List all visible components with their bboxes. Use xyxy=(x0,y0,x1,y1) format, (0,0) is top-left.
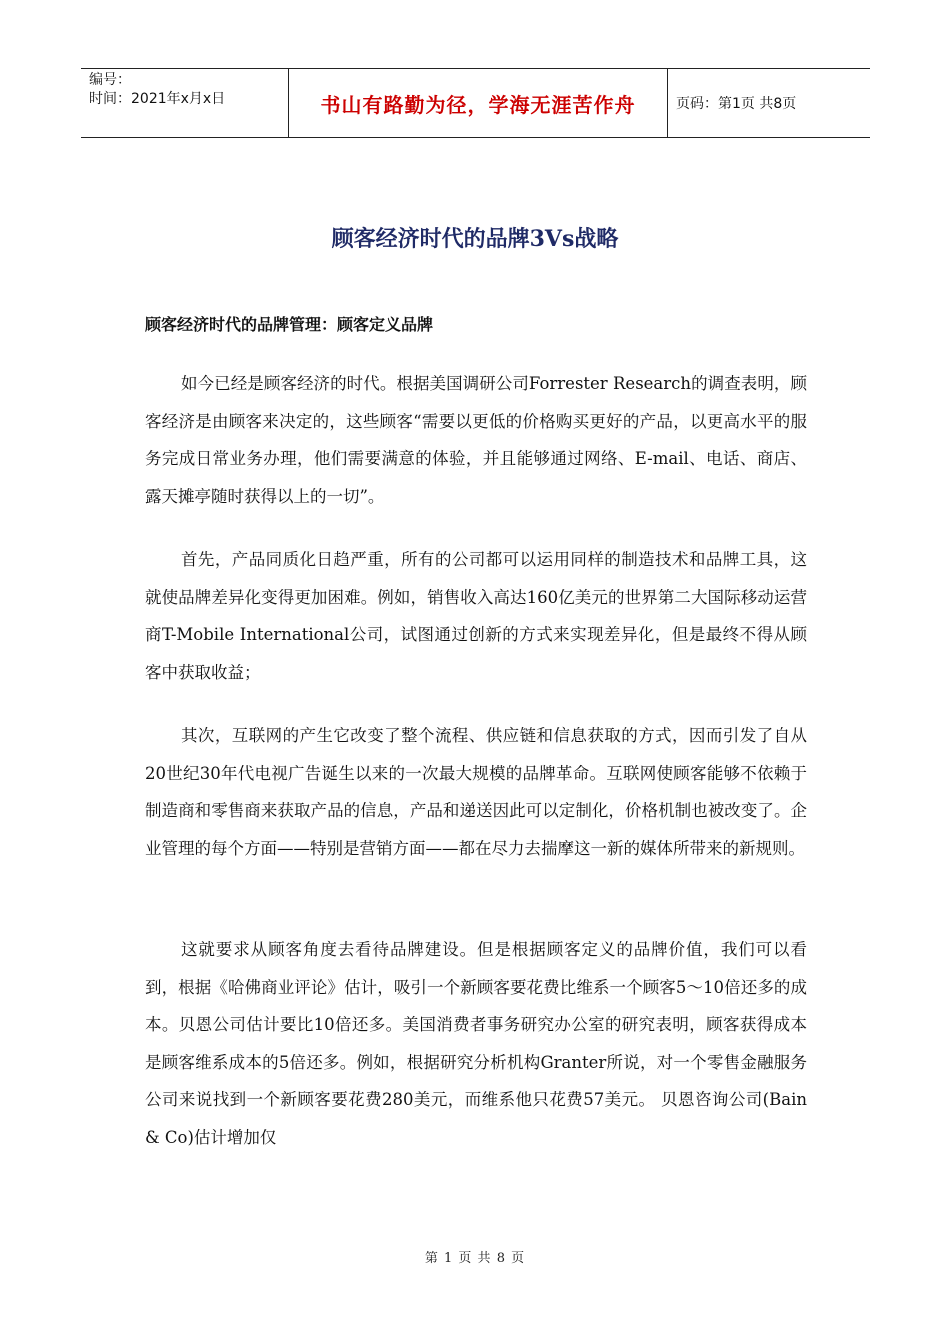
document-title: 顾客经济时代的品牌3Vs战略 xyxy=(331,226,619,252)
paragraph-3: 其次，互联网的产生它改变了整个流程、供应链和信息获取的方式，因而引发了自从20世纪30年代电视广告诞生以来的一次最大规模的品牌革命。互联网使顾客能够不依赖于制造商和零售商来获取产品的信息，产品和递送因此可以定制化，价格机制也被改变了。企业管理的每个方面——特别是营销方面——都在尽力去揣摩这一新的媒体所带来的新规则。 xyxy=(145,726,807,858)
header-page-info: 页码：第1页 共8页 xyxy=(676,96,797,112)
paragraph-2: 首先，产品同质化日趋严重，所有的公司都可以运用同样的制造技术和品牌工具，这就使品牌差异化变得更加困难。例如，销售收入高达160亿美元的世界第二大国际移动运营商T-Mobile International公司，试图通过创新的方式来实现差异化，但是最终不得从顾客中获取收益； xyxy=(145,550,807,682)
section-heading: 顾客经济时代的品牌管理：顾客定义品牌 xyxy=(145,315,434,334)
paragraph-4: 这就要求从顾客角度去看待品牌建设。但是根据顾客定义的品牌价值，我们可以看到，根据《哈佛商业评论》估计，吸引一个新顾客要花费比维系一个顾客5～10倍还多的成本。贝恩公司估计要比10倍还多。美国消费者事务研究办公室的研究表明，顾客获得成本是顾客维系成本的5倍还多。例如，根据研究分析机构Granter所说，对一个零售金融服务公司来说找到一个新顾客要花费280美元，而维系他只花费57美元。 贝恩咨询公司(Bain & Co)估计增加仅 xyxy=(145,940,807,1147)
header-motto: 书山有路勤为径，学海无涯苦作舟 xyxy=(289,69,668,137)
header-meta-cell xyxy=(81,69,289,137)
serial-number-label: 编号： xyxy=(89,72,131,88)
date-line: 时间：2021年x月x日 xyxy=(89,91,226,107)
paragraph-1: 如今已经是顾客经济的时代。根据美国调研公司Forrester Research的调查表明，顾客经济是由顾客来决定的，这些顾客“需要以更低的价格购买更好的产品，以更高水平的服务完成日常业务办理，他们需要满意的体验，并且能够通过网络、E-mail、电话、商店、露天摊亭随时获得以上的一切”。 xyxy=(145,374,807,506)
page-footer: 第 1 页 共 8 页 xyxy=(424,1251,526,1266)
header-table xyxy=(81,68,870,138)
